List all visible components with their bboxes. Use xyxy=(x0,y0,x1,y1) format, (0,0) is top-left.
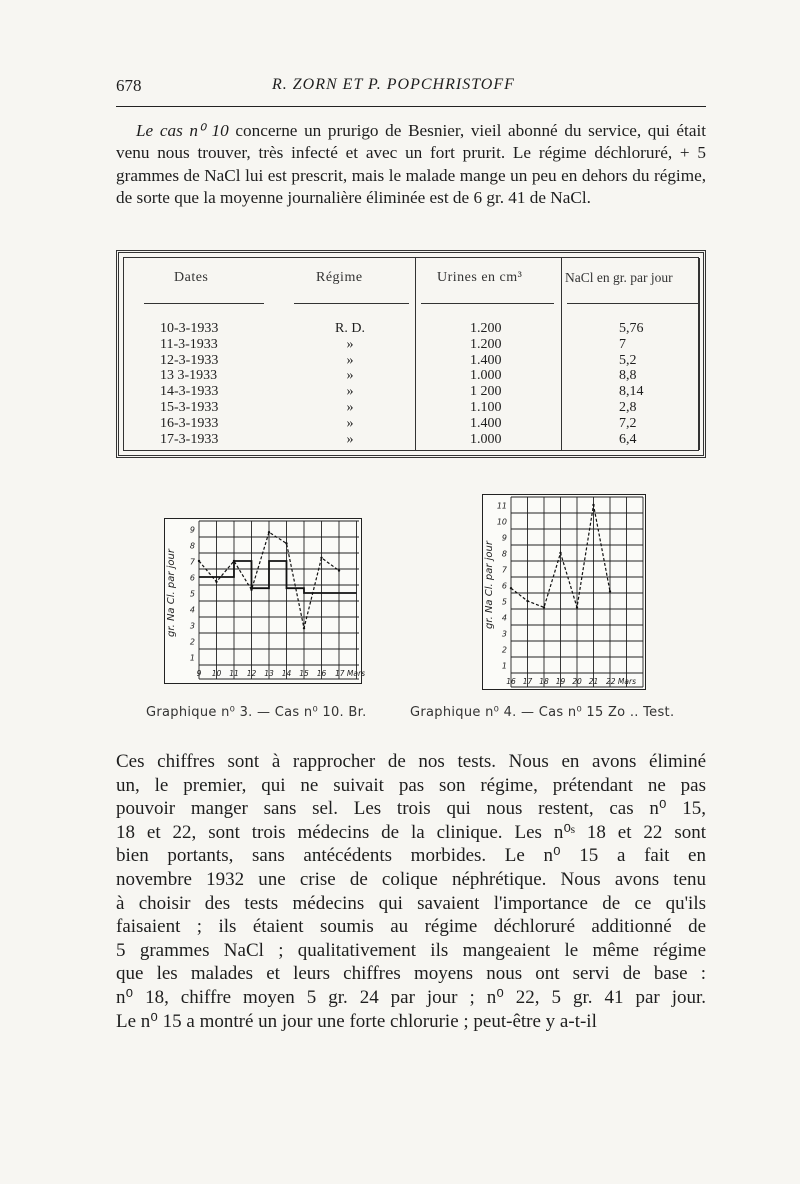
table-cell: 10-3-1933 xyxy=(160,321,219,336)
data-table xyxy=(116,250,706,458)
y-axis-label: gr. Na Cl. par jour xyxy=(484,541,495,629)
text-line: n⁰ 18, chiffre moyen 5 gr. 24 par jour ; n⁰ 22, 5 gr. 41 par jour. xyxy=(116,986,706,1008)
text-line: à choisir des tests médecins qui savaient l'importance de ce qu'ils xyxy=(116,892,706,914)
x-tick-label: 15 xyxy=(299,669,309,678)
nacl-column xyxy=(619,321,644,447)
table-frame xyxy=(123,257,699,451)
table-cell: 17-3-1933 xyxy=(160,431,219,447)
y-tick-label: 1 xyxy=(189,653,195,663)
running-title: R. ZORN ET P. POPCHRISTOFF xyxy=(272,76,515,93)
table-cell: 15-3-1933 xyxy=(160,399,219,415)
graph-4-caption: Graphique n⁰ 4. — Cas n⁰ 15 Zo .. Test. xyxy=(410,705,675,720)
header-underline xyxy=(144,303,264,304)
table-cell: 5,76 xyxy=(619,321,644,336)
table-cell: » xyxy=(346,384,354,400)
graph-4 xyxy=(482,494,646,690)
column-divider xyxy=(561,258,562,450)
y-tick-label: 3 xyxy=(501,629,507,639)
urines-column xyxy=(470,321,502,447)
x-tick-label: 19 xyxy=(555,677,566,686)
graph-3-plot xyxy=(165,519,365,683)
text-line: Le n⁰ 15 a montré un jour une forte chlorurie ; peut-être y a-t-il xyxy=(116,1010,597,1032)
table-cell: » xyxy=(346,368,354,384)
x-tick-label: 13 xyxy=(264,669,274,678)
y-tick-label: 8 xyxy=(501,549,507,559)
x-tick-label: 22 Mars xyxy=(606,677,636,686)
y-tick-label: 7 xyxy=(189,557,195,567)
data-point xyxy=(609,590,611,592)
x-tick-label: 16 xyxy=(316,669,327,678)
graph-4-plot xyxy=(483,495,645,689)
table-cell: 7,2 xyxy=(619,415,637,431)
table-cell: » xyxy=(346,352,354,368)
table-header-urines: Urines en cm³ xyxy=(437,270,523,285)
table-cell: R. D. xyxy=(335,321,365,336)
text-line: novembre 1932 une crise de colique néphrétique. Nous avons tenu xyxy=(116,868,706,890)
y-tick-label: 4 xyxy=(501,613,507,623)
table-cell: 1.000 xyxy=(470,431,502,447)
table-cell: 1.100 xyxy=(470,399,502,415)
column-divider xyxy=(415,258,416,450)
y-tick-label: 8 xyxy=(189,541,195,551)
table-header-regime: Régime xyxy=(316,270,363,285)
table-cell: » xyxy=(346,336,354,352)
data-point xyxy=(268,531,270,533)
table-header-nacl: NaCl en gr. par jour xyxy=(565,270,673,285)
y-tick-label: 10 xyxy=(496,517,507,527)
table-cell: 16-3-1933 xyxy=(160,415,219,431)
table-cell: 12-3-1933 xyxy=(160,352,219,368)
y-tick-label: 3 xyxy=(189,621,195,631)
header-rule xyxy=(116,106,706,107)
y-tick-label: 4 xyxy=(189,605,195,615)
data-point xyxy=(526,600,528,602)
y-tick-label: 2 xyxy=(501,645,507,655)
y-tick-label: 1 xyxy=(501,661,507,671)
x-tick-label: 21 xyxy=(588,677,599,686)
data-point xyxy=(592,504,594,506)
data-point xyxy=(198,560,200,562)
x-tick-label: 17 xyxy=(522,677,533,686)
data-point xyxy=(543,606,545,608)
y-tick-label: 6 xyxy=(501,581,507,591)
x-tick-label: 17 Mars xyxy=(335,669,365,678)
x-tick-label: 10 xyxy=(211,669,222,678)
table-cell: 8,8 xyxy=(619,368,637,384)
x-tick-label: 16 xyxy=(506,677,516,686)
table-cell: » xyxy=(346,431,354,447)
x-tick-label: 18 xyxy=(539,677,549,686)
table-cell: 1 200 xyxy=(470,384,502,400)
column-divider xyxy=(699,258,700,450)
table-cell: 11-3-1933 xyxy=(160,336,218,352)
y-tick-label: 6 xyxy=(189,573,195,583)
page-number: 678 xyxy=(116,76,142,95)
text-line: que les malades et leurs chiffres moyens nous ont servi de base : xyxy=(116,963,706,985)
x-tick-label: 20 xyxy=(572,677,582,686)
y-axis-label: gr. Na Cl. par jour xyxy=(166,549,177,637)
y-tick-label: 11 xyxy=(496,501,507,511)
data-point xyxy=(576,606,578,608)
y-tick-label: 7 xyxy=(501,565,507,575)
regime-column xyxy=(320,321,380,447)
x-tick-label: 12 xyxy=(246,669,257,678)
data-point xyxy=(285,542,287,544)
text-line: 5 grammes NaCl ; qualitativement ils mangeaient le même régime xyxy=(116,939,706,961)
y-tick-label: 5 xyxy=(501,597,507,607)
paragraph-2 xyxy=(116,750,706,1033)
table-cell: 14-3-1933 xyxy=(160,384,219,400)
data-point xyxy=(320,557,322,559)
table-cell: 1.400 xyxy=(470,415,502,431)
table-header-dates: Dates xyxy=(174,270,209,285)
data-point xyxy=(559,552,561,554)
header-underline xyxy=(294,303,409,304)
header-underline xyxy=(421,303,554,304)
table-cell: 5,2 xyxy=(619,352,637,368)
table-cell: 7 xyxy=(619,336,626,352)
case-label: Le cas n⁰ 10 xyxy=(136,121,229,140)
table-cell: 1.400 xyxy=(470,352,502,368)
data-point xyxy=(215,581,217,583)
data-point xyxy=(303,627,305,629)
header-underline xyxy=(567,303,698,304)
y-tick-label: 9 xyxy=(501,533,507,543)
text-line: faisaient ; ils étaient soumis au régime déchloruré additionné de xyxy=(116,916,706,938)
table-cell: 13 3-1933 xyxy=(160,368,218,384)
table-cell: » xyxy=(346,415,354,431)
x-tick-label: 9 xyxy=(196,669,202,678)
table-cell: 1.200 xyxy=(470,321,502,336)
paragraph-1 xyxy=(116,120,706,210)
text-line: bien portants, sans antécédents morbides. Le n⁰ 15 a fait en xyxy=(116,845,706,867)
y-tick-label: 5 xyxy=(189,589,195,599)
graph-3 xyxy=(164,518,365,684)
table-cell: 8,14 xyxy=(619,384,644,400)
text-line: pouvoir manger sans sel. Les trois qui nous restent, cas n⁰ 15, xyxy=(116,798,706,820)
text-line: Ces chiffres sont à rapprocher de nos tests. Nous en avons éliminé xyxy=(116,751,706,772)
x-tick-label: 11 xyxy=(229,669,239,678)
paragraph-1-text: concerne un prurigo de Besnier, vieil abonné du service, qui était venu nous trouver, très infecté et avec un fort prurit. Le régime déchloruré, + 5 grammes de NaCl lui est prescrit, mais le malade mange un peu en dehors du régime, de sorte que la moyenne journalière éliminée est de 6 gr. 41 de NaCl. xyxy=(116,121,706,208)
text-line: un, le premier, qui ne suivait pas son régime, prétendant ne pas xyxy=(116,774,706,796)
table-cell: 2,8 xyxy=(619,399,637,415)
graph-3-caption: Graphique n⁰ 3. — Cas n⁰ 10. Br. xyxy=(146,705,367,720)
y-tick-label: 9 xyxy=(189,525,195,535)
table-cell: 1.200 xyxy=(470,336,502,352)
data-point xyxy=(510,587,512,589)
table-cell: 6,4 xyxy=(619,431,637,447)
table-cell: 1.000 xyxy=(470,368,502,384)
table-cell: » xyxy=(346,399,354,415)
text-line: 18 et 22, sont trois médecins de la clinique. Les n⁰ˢ 18 et 22 sont xyxy=(116,821,706,843)
data-point xyxy=(338,569,340,571)
dates-column xyxy=(160,321,218,447)
y-tick-label: 2 xyxy=(189,637,195,647)
x-tick-label: 14 xyxy=(281,669,292,678)
